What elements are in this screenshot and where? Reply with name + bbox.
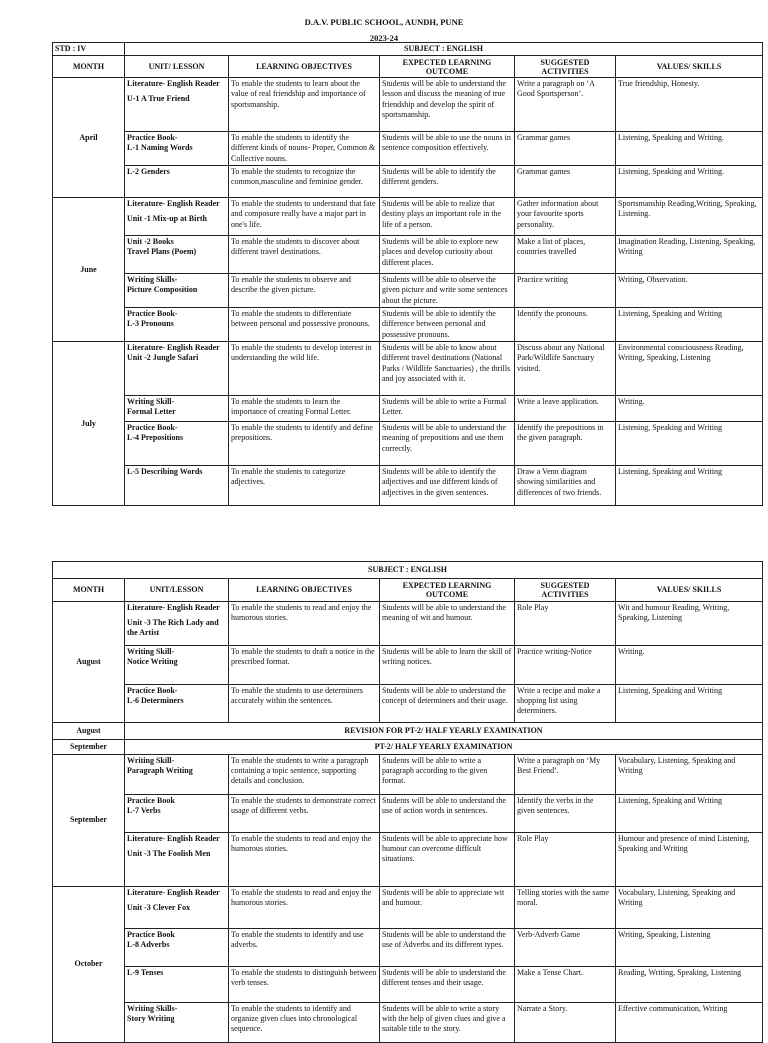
objective-cell: To enable the students to distinguish between verb tenses. xyxy=(229,967,380,1003)
values-cell: Listening, Speaking and Writing xyxy=(616,685,763,723)
outcome-cell: Students will be able to appreciate wit and humour. xyxy=(380,887,515,929)
activity-cell: Verb-Adverb Game xyxy=(515,929,616,967)
col-unit: UNIT/ LESSON xyxy=(125,56,229,78)
activity-cell: Practice writing-Notice xyxy=(515,646,616,685)
col-outcome-l2: OUTCOME xyxy=(425,590,469,599)
unit-cell xyxy=(125,198,229,236)
unit-title: Literature- English Reader xyxy=(127,343,220,353)
exam-banner: PT-2/ HALF YEARLY EXAMINATION xyxy=(125,740,763,755)
values-cell: Listening, Speaking and Writing xyxy=(616,422,763,466)
col-activities-l1: SUGGESTED xyxy=(540,57,590,67)
table-row xyxy=(53,132,763,166)
values-cell: Listening, Speaking and Writing. xyxy=(616,166,763,198)
syllabus-table-2 xyxy=(52,561,763,1043)
objective-cell: To enable the students to recognize the common,masculine and feminine gender. xyxy=(229,166,380,198)
values-cell: True friendship, Honesty. xyxy=(616,78,763,132)
unit-cell xyxy=(125,422,229,466)
values-cell: Writing, Observation. xyxy=(616,274,763,308)
col-unit: UNIT/LESSON xyxy=(125,579,229,602)
table-row xyxy=(53,236,763,274)
outcome-cell: Students will be able to understand the different tenses and their usage. xyxy=(380,967,515,1003)
outcome-cell: Students will be able to understand the concept of determiners and their usage. xyxy=(380,685,515,723)
unit-subtitle: L-8 Adverbs xyxy=(127,940,170,950)
table-row xyxy=(53,967,763,1003)
unit-subtitle: Formal Letter xyxy=(127,407,176,417)
col-outcome-l1: EXPECTED LEARNING xyxy=(402,580,492,590)
activity-cell: Write a paragraph on ‘A Good Sportsperson’. xyxy=(515,78,616,132)
unit-subtitle: L-1 Naming Words xyxy=(127,143,193,153)
col-activities xyxy=(515,56,616,78)
col-outcome-l2: OUTCOME xyxy=(425,66,469,76)
unit-cell xyxy=(125,602,229,646)
outcome-cell: Students will be able to understand the use of action words in sentences. xyxy=(380,795,515,833)
values-cell: Effective communication, Writing xyxy=(616,1003,763,1043)
objective-cell: To enable the students to write a paragraph containing a topic sentence, supporting details and conclusion. xyxy=(229,755,380,795)
unit-cell xyxy=(125,166,229,198)
unit-title: Writing Skill- xyxy=(127,647,175,656)
values-cell: Listening, Speaking and Writing xyxy=(616,466,763,506)
unit-cell xyxy=(125,685,229,723)
col-outcome xyxy=(380,56,515,78)
col-objectives: LEARNING OBJECTIVES xyxy=(229,56,380,78)
objective-cell: To enable the students to differentiate between personal and possessive pronouns. xyxy=(229,308,380,342)
unit-title: Writing Skill- xyxy=(127,397,175,407)
unit-subtitle: Notice Writing xyxy=(127,657,178,667)
objective-cell: To enable the students to identify and organize given clues into chronological sequence. xyxy=(229,1003,380,1043)
objective-cell: To enable the students to draft a notice in the prescribed format. xyxy=(229,646,380,685)
table-row xyxy=(53,78,763,132)
objective-cell: To enable the students to use determiners accurately within the sentences. xyxy=(229,685,380,723)
outcome-cell: Students will be able to identify the adjectives and use different kinds of adjectives in the given sentences. xyxy=(380,466,515,506)
values-cell: Listening, Speaking and Writing. xyxy=(616,132,763,166)
table-header-row xyxy=(53,579,763,602)
table-row xyxy=(53,198,763,236)
outcome-cell: Students will be able to appreciate how humour can overcome difficult situations. xyxy=(380,833,515,887)
values-cell: Vocabulary, Listening, Speaking and Writing xyxy=(616,887,763,929)
values-cell: Writing. xyxy=(616,396,763,422)
col-activities-l1: SUGGESTED xyxy=(540,580,590,590)
unit-title: Writing Skills- xyxy=(127,1004,178,1013)
unit-title: L-2 Genders xyxy=(127,167,170,177)
unit-subtitle: U-1 A True Friend xyxy=(127,94,190,104)
activity-cell: Identify the verbs in the given sentences. xyxy=(515,795,616,833)
unit-subtitle: L-3 Pronouns xyxy=(127,319,174,329)
activity-cell: Draw a Venn diagram showing similarities and differences of two friends. xyxy=(515,466,616,506)
month-cell: April xyxy=(53,78,125,198)
unit-subtitle: Unit -1 Mix-up at Birth xyxy=(127,214,207,224)
table-row xyxy=(53,342,763,396)
objective-cell: To enable the students to develop interest in understanding the wild life. xyxy=(229,342,380,396)
objective-cell: To enable the students to read and enjoy the humorous stories. xyxy=(229,887,380,929)
activity-cell: Write a recipe and make a shopping list using determiners. xyxy=(515,685,616,723)
activity-cell: Identify the prepositions in the given paragraph. xyxy=(515,422,616,466)
unit-subtitle: Unit -3 The Foolish Men xyxy=(127,849,211,859)
objective-cell: To enable the students to understand that fate and composure really have a major part in one's life. xyxy=(229,198,380,236)
activity-cell: Make a list of places, countries travelled xyxy=(515,236,616,274)
table-row xyxy=(53,602,763,646)
table-row xyxy=(53,795,763,833)
objective-cell: To enable the students to learn the importance of creating Formal Letter. xyxy=(229,396,380,422)
unit-cell xyxy=(125,78,229,132)
table-row xyxy=(53,396,763,422)
col-values: VALUES/ SKILLS xyxy=(616,579,763,602)
activity-cell: Telling stories with the same moral. xyxy=(515,887,616,929)
values-cell: Environmental consciousness Reading, Writing, Speaking, Listening xyxy=(616,342,763,396)
values-cell: Vocabulary, Listening, Speaking and Writing xyxy=(616,755,763,795)
activity-cell: Narrate a Story. xyxy=(515,1003,616,1043)
table-row xyxy=(53,740,763,755)
unit-title: Practice Book xyxy=(127,930,175,939)
activity-cell: Write a paragraph on ‘My Best Friend’. xyxy=(515,755,616,795)
subject-label: SUBJECT : ENGLISH xyxy=(125,43,763,56)
month-cell: August xyxy=(53,723,125,740)
unit-title: Literature- English Reader xyxy=(127,603,220,612)
unit-cell xyxy=(125,274,229,308)
unit-title: L-9 Tenses xyxy=(127,968,164,977)
activity-cell: Discuss about any National Park/Wildlife Sanctuary visited. xyxy=(515,342,616,396)
objective-cell: To enable the students to observe and describe the given picture. xyxy=(229,274,380,308)
activity-cell: Role Play xyxy=(515,602,616,646)
col-activities-l2: ACTIVITIES xyxy=(541,66,589,76)
unit-subtitle: Travel Plans (Poem) xyxy=(127,247,197,257)
unit-cell xyxy=(125,646,229,685)
unit-cell xyxy=(125,887,229,929)
table-row xyxy=(53,646,763,685)
values-cell: Sportsmanship Reading,Writing, Speaking, Listening. xyxy=(616,198,763,236)
values-cell: Reading, Writing, Speaking, Listening xyxy=(616,967,763,1003)
table-row xyxy=(53,685,763,723)
outcome-cell: Students will be able to understand the use of Adverbs and its different types. xyxy=(380,929,515,967)
syllabus-table-1 xyxy=(52,42,763,506)
unit-subtitle: Unit -3 The Rich Lady and the Artist xyxy=(127,618,219,638)
unit-cell xyxy=(125,342,229,396)
unit-title: Practice Book- xyxy=(127,309,178,319)
unit-subtitle: Story Writing xyxy=(127,1014,175,1024)
values-cell: Writing. xyxy=(616,646,763,685)
values-cell: Wit and humour Reading, Writing, Speaking, Listening xyxy=(616,602,763,646)
unit-title: Writing Skill- xyxy=(127,756,175,765)
month-cell: September xyxy=(53,755,125,887)
std-label: STD : IV xyxy=(53,43,125,56)
activity-cell: Make a Tense Chart. xyxy=(515,967,616,1003)
activity-cell: Grammar games xyxy=(515,132,616,166)
col-activities xyxy=(515,579,616,602)
col-outcome-l1: EXPECTED LEARNING xyxy=(402,57,492,67)
objective-cell: To enable the students to identify and define prepositions. xyxy=(229,422,380,466)
unit-cell xyxy=(125,755,229,795)
unit-subtitle: L-7 Verbs xyxy=(127,806,161,816)
month-cell: September xyxy=(53,740,125,755)
activity-cell: Gather information about your favourite sports personality. xyxy=(515,198,616,236)
activity-cell: Grammar games xyxy=(515,166,616,198)
unit-subtitle: Unit -2 Jungle Safari xyxy=(127,353,199,363)
values-cell: Humour and presence of mind Listening, Speaking and Writing xyxy=(616,833,763,887)
values-cell: Imagination Reading, Listening, Speaking, Writing xyxy=(616,236,763,274)
values-cell: Listening, Speaking and Writing xyxy=(616,795,763,833)
unit-title: L-5 Describing Words xyxy=(127,467,203,477)
unit-title: Practice Book xyxy=(127,796,175,805)
outcome-cell: Students will be able to observe the given picture and write some sentences about the picture. xyxy=(380,274,515,308)
activity-cell: Write a leave application. xyxy=(515,396,616,422)
table-row xyxy=(53,833,763,887)
outcome-cell: Students will be able to write a story with the help of given clues and give a suitable title to the story. xyxy=(380,1003,515,1043)
col-objectives: LEARNING OBJECTIVES xyxy=(229,579,380,602)
unit-cell xyxy=(125,1003,229,1043)
unit-subtitle: L-4 Prepositions xyxy=(127,433,184,443)
activity-cell: Identify the pronouns. xyxy=(515,308,616,342)
outcome-cell: Students will be able to know about different travel destinations (National Parks / Wildlife Sanctuaries) , the thrills and joy associated with it. xyxy=(380,342,515,396)
table-row xyxy=(53,422,763,466)
unit-title: Practice Book- xyxy=(127,686,178,695)
table-row xyxy=(53,929,763,967)
activity-cell: Practice writing xyxy=(515,274,616,308)
outcome-cell: Students will be able to understand the meaning of prepositions and use them correctly. xyxy=(380,422,515,466)
unit-subtitle: Paragraph Writing xyxy=(127,766,193,776)
unit-title: Practice Book- xyxy=(127,133,178,143)
unit-title: Literature- English Reader xyxy=(127,834,220,843)
month-cell: June xyxy=(53,198,125,342)
academic-year: 2023-24 xyxy=(369,33,399,43)
table-row xyxy=(53,466,763,506)
outcome-cell: Students will be able to learn the skill of writing notices. xyxy=(380,646,515,685)
subject-label-2: SUBJECT : ENGLISH xyxy=(53,562,763,579)
table-row xyxy=(53,166,763,198)
outcome-cell: Students will be able to write a paragraph according to the given format. xyxy=(380,755,515,795)
unit-cell xyxy=(125,396,229,422)
col-outcome xyxy=(380,579,515,602)
values-cell: Writing, Speaking, Listening xyxy=(616,929,763,967)
unit-cell xyxy=(125,132,229,166)
col-activities-l2: ACTIVITIES xyxy=(541,590,589,599)
table-row xyxy=(53,274,763,308)
unit-title: Literature- English Reader xyxy=(127,888,220,897)
table-row xyxy=(53,308,763,342)
objective-cell: To enable the students to discover about different travel destinations. xyxy=(229,236,380,274)
month-cell: August xyxy=(53,602,125,723)
unit-subtitle: L-6 Determiners xyxy=(127,696,184,706)
activity-cell: Role Play xyxy=(515,833,616,887)
objective-cell: To enable the students to identify and use adverbs. xyxy=(229,929,380,967)
outcome-cell: Students will be able to explore new places and develop curiosity about different places. xyxy=(380,236,515,274)
outcome-cell: Students will be able to write a Formal Letter. xyxy=(380,396,515,422)
col-values: VALUES/ SKILLS xyxy=(616,56,763,78)
outcome-cell: Students will be able to identify the difference between personal and possessive pronouns. xyxy=(380,308,515,342)
unit-title: Literature- English Reader xyxy=(127,79,220,89)
unit-title: Writing Skills- xyxy=(127,275,178,285)
unit-cell xyxy=(125,236,229,274)
unit-cell xyxy=(125,833,229,887)
objective-cell: To enable the students to identify the different kinds of nouns- Proper, Common & Collective nouns. xyxy=(229,132,380,166)
outcome-cell: Students will be able to understand the meaning of wit and humour. xyxy=(380,602,515,646)
unit-cell xyxy=(125,967,229,1003)
table-header-row xyxy=(53,56,763,78)
unit-cell xyxy=(125,929,229,967)
unit-cell xyxy=(125,466,229,506)
objective-cell: To enable the students to categorize adjectives. xyxy=(229,466,380,506)
table-row xyxy=(53,1003,763,1043)
table-row xyxy=(53,887,763,929)
unit-title: Literature- English Reader xyxy=(127,199,220,209)
values-cell: Listening, Speaking and Writing xyxy=(616,308,763,342)
col-month: MONTH xyxy=(53,579,125,602)
unit-cell xyxy=(125,308,229,342)
outcome-cell: Students will be able to use the nouns in sentence composition effectively. xyxy=(380,132,515,166)
objective-cell: To enable the students to demonstrate correct usage of different verbs. xyxy=(229,795,380,833)
col-month: MONTH xyxy=(53,56,125,78)
table-row xyxy=(53,755,763,795)
table-row xyxy=(53,723,763,740)
unit-title: Practice Book- xyxy=(127,423,178,433)
objective-cell: To enable the students to read and enjoy the humorous stories. xyxy=(229,833,380,887)
month-cell: July xyxy=(53,342,125,506)
outcome-cell: Students will be able to understand the lesson and discuss the meaning of true friendship and develop the spirit of sportsmanship. xyxy=(380,78,515,132)
unit-title: Unit -2 Books xyxy=(127,237,174,247)
objective-cell: To enable the students to learn about the value of real friendship and importance of sportsmanship. xyxy=(229,78,380,132)
outcome-cell: Students will be able to realize that destiny plays an important role in the life of a person. xyxy=(380,198,515,236)
unit-subtitle: Picture Composition xyxy=(127,285,198,295)
outcome-cell: Students will be able to identify the different genders. xyxy=(380,166,515,198)
month-cell: October xyxy=(53,887,125,1043)
unit-subtitle: Unit -3 Clever Fox xyxy=(127,903,191,913)
unit-cell xyxy=(125,795,229,833)
school-name: D.A.V. PUBLIC SCHOOL, AUNDH, PUNE xyxy=(304,17,464,27)
revision-banner: REVISION FOR PT-2/ HALF YEARLY EXAMINATION xyxy=(125,723,763,740)
objective-cell: To enable the students to read and enjoy the humorous stories. xyxy=(229,602,380,646)
